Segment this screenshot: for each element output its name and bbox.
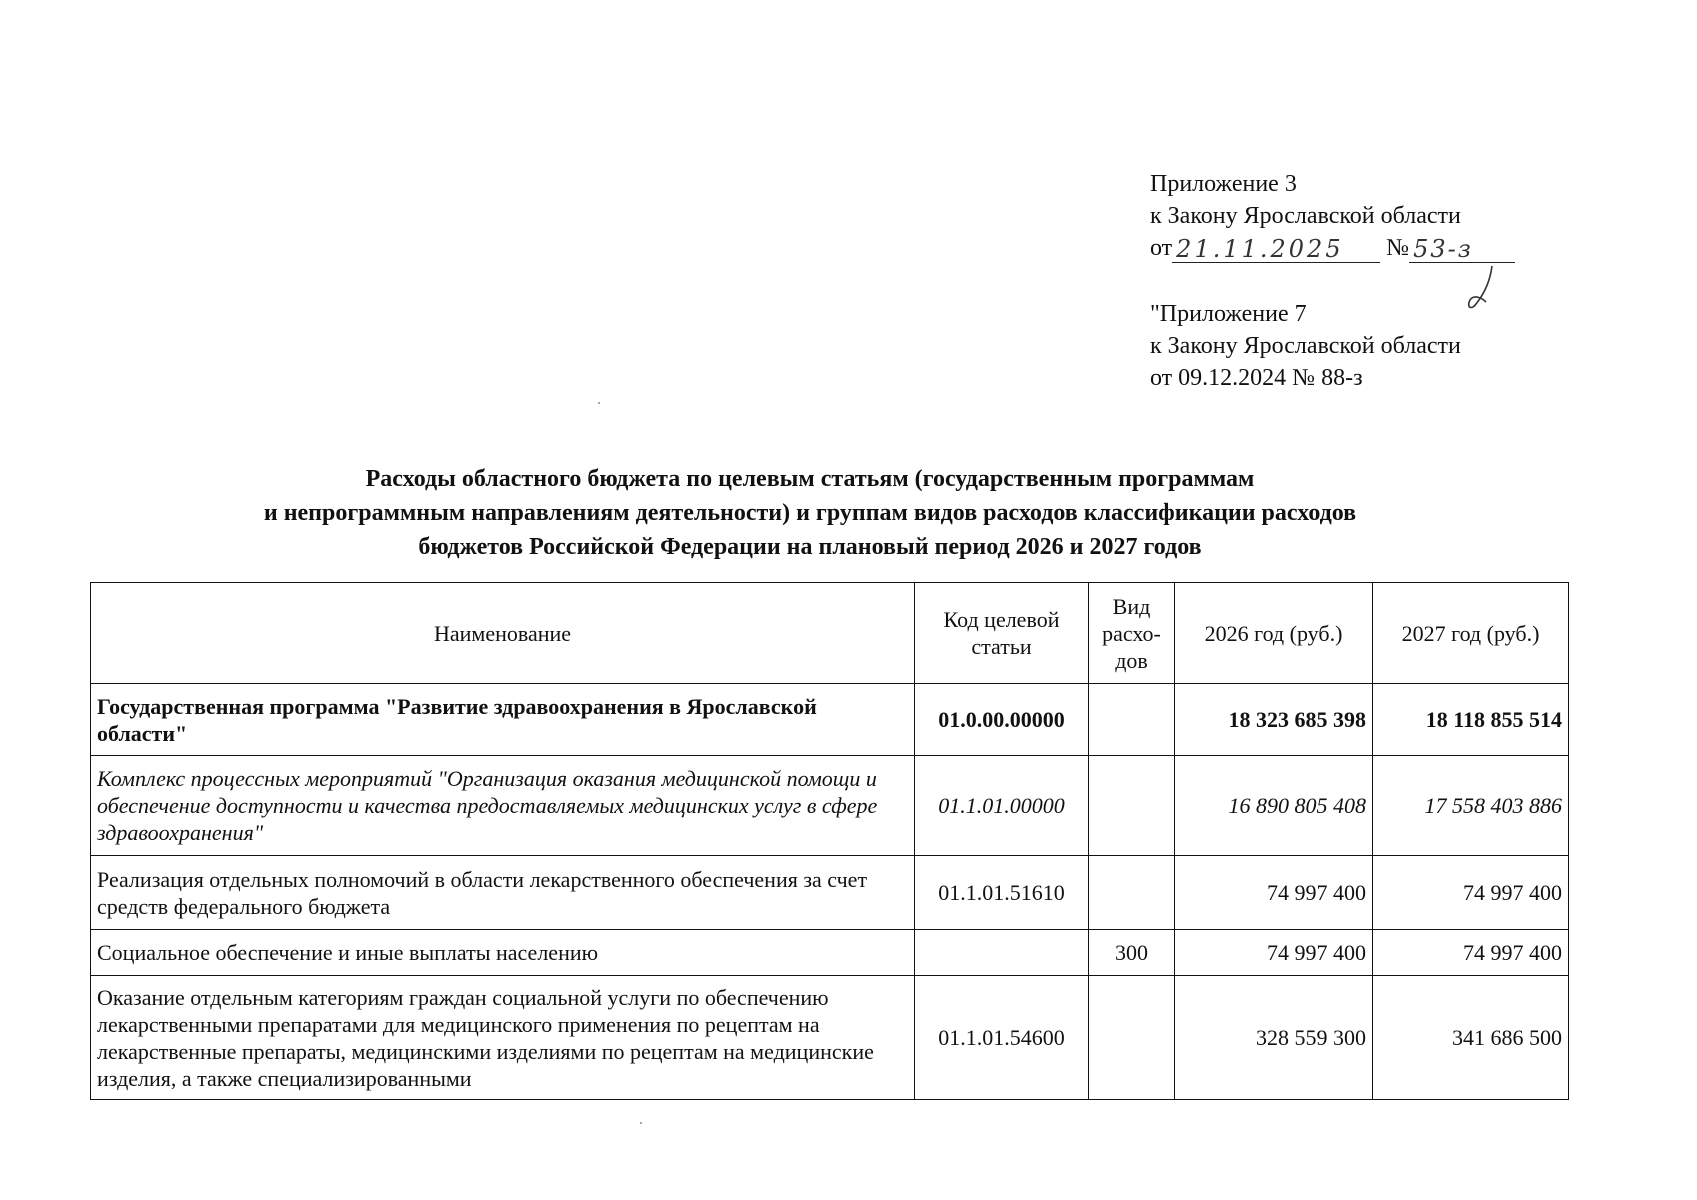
amended-appendix-law-ref: к Закону Ярославской области [1150,333,1461,359]
title-line-2: и непрограммным направлениям деятельности) и группам видов расходов классификации расходов [263,500,1357,526]
row-amount-2027: 74 997 400 [1373,856,1569,930]
handwriting-stroke-icon [1462,264,1502,312]
appendix-date-line [1150,232,1515,264]
appendix-number: Приложение 3 [1150,171,1297,197]
row-amount-2026: 16 890 805 408 [1175,756,1373,856]
row-code: 01.1.01.00000 [915,756,1089,856]
row-kind [1089,856,1175,930]
table-row [91,976,1569,1100]
document-title [90,462,1530,564]
row-code: 01.0.00.00000 [915,684,1089,756]
handwritten-number: 53-з [1409,236,1515,263]
title-line-1: Расходы областного бюджета по целевым статьям (государственным программам [365,466,1255,492]
handwritten-date: 21.11.2025 [1172,236,1380,263]
header-code: Код целевой статьи [915,583,1089,684]
row-amount-2027: 74 997 400 [1373,930,1569,976]
header-2027: 2027 год (руб.) [1373,583,1569,684]
row-amount-2027: 17 558 403 886 [1373,756,1569,856]
scan-speck [598,402,600,404]
row-amount-2027: 341 686 500 [1373,976,1569,1100]
table-row [91,684,1569,756]
row-kind [1089,684,1175,756]
row-name: Реализация отдельных полномочий в области лекарственного обеспечения за счет средств федерального бюджета [91,856,915,930]
table-row [91,756,1569,856]
row-name: Комплекс процессных мероприятий "Организация оказания медицинской помощи и обеспечение доступности и качества предоставляемых медицинских услуг в сфере здравоохранения" [91,756,915,856]
appendix-law-ref: к Закону Ярославской области [1150,203,1461,229]
from-prefix: от [1150,235,1173,261]
row-name: Государственная программа "Развитие здравоохранения в Ярославской области" [91,684,915,756]
row-code: 01.1.01.54600 [915,976,1089,1100]
row-amount-2026: 74 997 400 [1175,856,1373,930]
row-code [915,930,1089,976]
row-name: Оказание отдельным категориям граждан социальной услуги по обеспечению лекарственными препаратами для медицинского применения по рецептам на лекарственные препараты, медицинскими изделиями по рецептам на медицинские изделия, а также специализированными [91,976,915,1100]
row-amount-2027: 18 118 855 514 [1373,684,1569,756]
row-kind: 300 [1089,930,1175,976]
row-amount-2026: 328 559 300 [1175,976,1373,1100]
amended-appendix-date: от 09.12.2024 № 88-з [1150,365,1363,391]
table-row [91,930,1569,976]
appendix-header [1150,168,1515,394]
budget-table [90,582,1569,1100]
title-line-3: бюджетов Российской Федерации на плановый период 2026 и 2027 годов [418,534,1202,560]
scan-speck [640,1122,642,1124]
row-code: 01.1.01.51610 [915,856,1089,930]
table-row [91,856,1569,930]
amended-appendix-number: "Приложение 7 [1150,301,1307,327]
row-name: Социальное обеспечение и иные выплаты населению [91,930,915,976]
row-amount-2026: 18 323 685 398 [1175,684,1373,756]
header-kind: Вид расхо- дов [1089,583,1175,684]
row-amount-2026: 74 997 400 [1175,930,1373,976]
row-kind [1089,976,1175,1100]
header-name: Наименование [91,583,915,684]
table-header-row [91,583,1569,684]
row-kind [1089,756,1175,856]
header-2026: 2026 год (руб.) [1175,583,1373,684]
number-prefix: № [1386,235,1410,261]
